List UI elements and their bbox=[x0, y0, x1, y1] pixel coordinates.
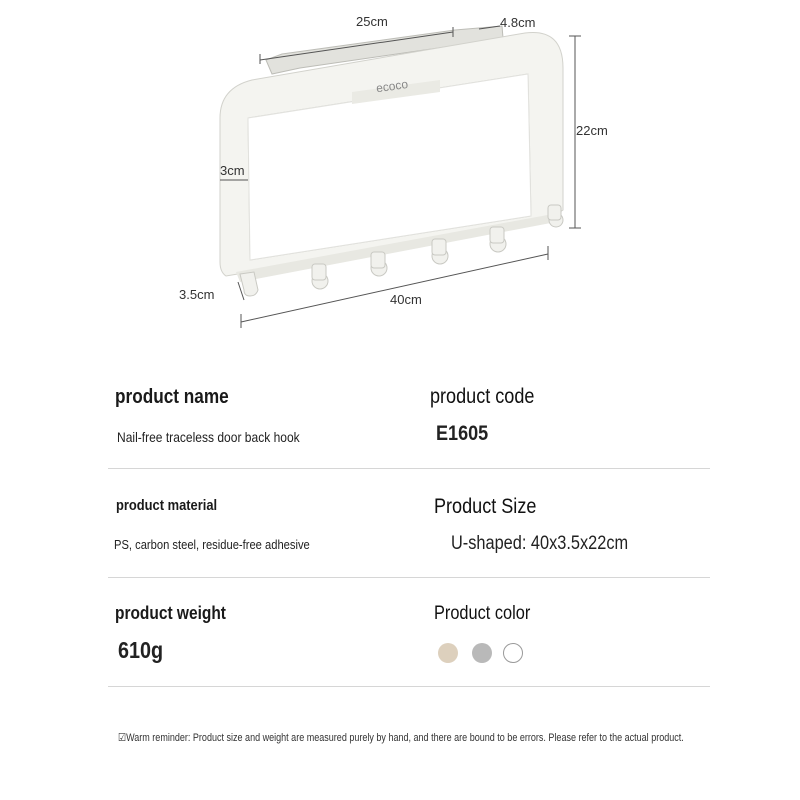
dim-side-width: 3cm bbox=[220, 163, 245, 178]
product-name-label: product name bbox=[115, 386, 229, 408]
dim-base-depth: 3.5cm bbox=[179, 287, 215, 302]
dim-total-width: 40cm bbox=[390, 292, 422, 307]
product-code-label: product code bbox=[430, 385, 535, 408]
divider-1 bbox=[108, 468, 710, 469]
warm-reminder-text: ☑Warm reminder: Product size and weight are measured purely by hand, and there are bound to be errors. Please refer to the actual product. bbox=[118, 732, 684, 744]
divider-2 bbox=[108, 577, 710, 578]
product-material-value: PS, carbon steel, residue-free adhesive bbox=[114, 537, 310, 552]
product-color-label: Product color bbox=[434, 603, 531, 624]
product-name-value: Nail-free traceless door back hook bbox=[117, 429, 300, 445]
product-code-value: E1605 bbox=[436, 422, 489, 445]
dim-depth: 4.8cm bbox=[500, 15, 536, 30]
product-weight-label: product weight bbox=[115, 603, 226, 623]
product-size-label: Product Size bbox=[434, 495, 537, 518]
dim-top-width: 25cm bbox=[356, 14, 388, 29]
product-size-value: U-shaped: 40x3.5x22cm bbox=[451, 533, 629, 554]
brand-logo: ecoco bbox=[375, 76, 409, 96]
product-illustration bbox=[0, 0, 800, 340]
divider-3 bbox=[108, 686, 710, 687]
product-weight-value: 610g bbox=[118, 637, 164, 663]
color-swatch-gray bbox=[472, 643, 492, 663]
dim-height: 22cm bbox=[576, 123, 608, 138]
product-material-label: product material bbox=[116, 497, 218, 514]
color-swatch-white bbox=[503, 643, 523, 663]
color-swatch-beige bbox=[438, 643, 458, 663]
